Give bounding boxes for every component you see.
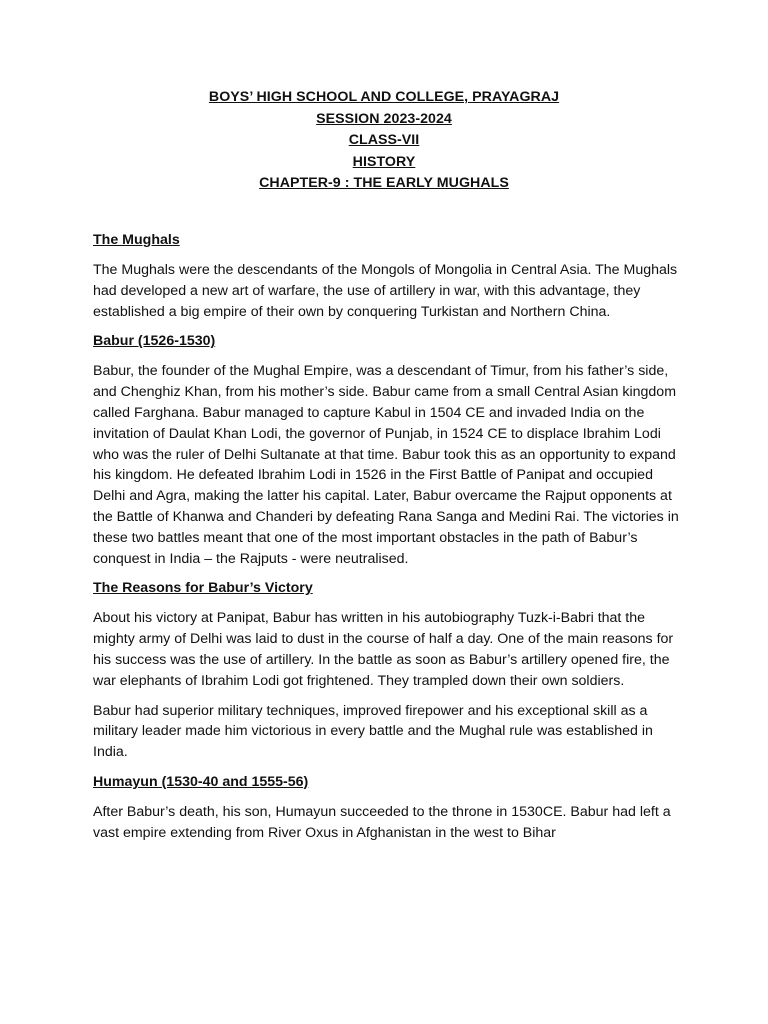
section-heading: The Reasons for Babur’s Victory [93, 580, 313, 597]
document-body [93, 230, 683, 853]
section-heading: Babur (1526-1530) [93, 333, 216, 350]
class-line: CLASS-VII [348, 132, 420, 149]
section-paragraph: About his victory at Panipat, Babur has written in his autobiography Tuzk-i-Babri that the mighty army of Delhi was laid to dust in the course of half a day. One of the main reasons for his success was the use of artillery. In the battle as soon as Babur’s artillery opened fire, the war elephants of Ibrahim Lodi got frightened. They trampled down their own soldiers. [93, 610, 674, 689]
school-name: BOYS’ HIGH SCHOOL AND COLLEGE, PRAYAGRAJ [208, 89, 560, 105]
section-humayun [93, 772, 683, 844]
subject-line: HISTORY [352, 153, 416, 170]
section-babur [93, 331, 683, 569]
document-header [0, 87, 768, 195]
section-paragraph: Babur had superior military techniques, improved firepower and his exceptional skill as a military leader made him victorious in every battle and the Mughal rule was established in India. [93, 702, 653, 761]
section-mughals [93, 230, 683, 322]
section-paragraph: Babur, the founder of the Mughal Empire, was a descendant of Timur, from his father’s side, and Chenghiz Khan, from his mother’s side. Babur came from a small Central Asian kingdom called Farghana. Babur managed to capture Kabul in 1504 CE and invaded India on the invitation of Daulat Khan Lodi, the governor of Punjab, in 1524 CE to displace Ibrahim Lodi who was the ruler of Delhi Sultanate at that time. Babur took this as an opportunity to expand his kingdom. He defeated Ibrahim Lodi in 1526 in the First Battle of Panipat and occupied Delhi and Agra, making the latter his capital. Later, Babur overcame the Rajput opponents at the Battle of Khanwa and Chanderi by defeating Rana Sanga and Medini Rai. The victories in these two battles meant that one of the most important obstacles in the path of Babur’s conquest in India – the Rajputs - were neutralised. [93, 363, 679, 567]
section-paragraph: The Mughals were the descendants of the Mongols of Mongolia in Central Asia. The Mughals had developed a new art of warfare, the use of artillery in war, with this advantage, they established a big empire of their own by conquering Turkistan and Northern China. [93, 262, 678, 320]
session-line: SESSION 2023-2024 [316, 110, 452, 127]
chapter-title: CHAPTER-9 : THE EARLY MUGHALS [259, 175, 509, 192]
section-heading: Humayun (1530-40 and 1555-56) [93, 773, 309, 790]
section-reasons-victory [93, 578, 683, 763]
section-paragraph: After Babur’s death, his son, Humayun succeeded to the throne in 1530CE. Babur had left a vast empire extending from River Oxus in Afghanistan in the west to Bihar [93, 803, 671, 841]
section-heading: The Mughals [93, 232, 180, 248]
